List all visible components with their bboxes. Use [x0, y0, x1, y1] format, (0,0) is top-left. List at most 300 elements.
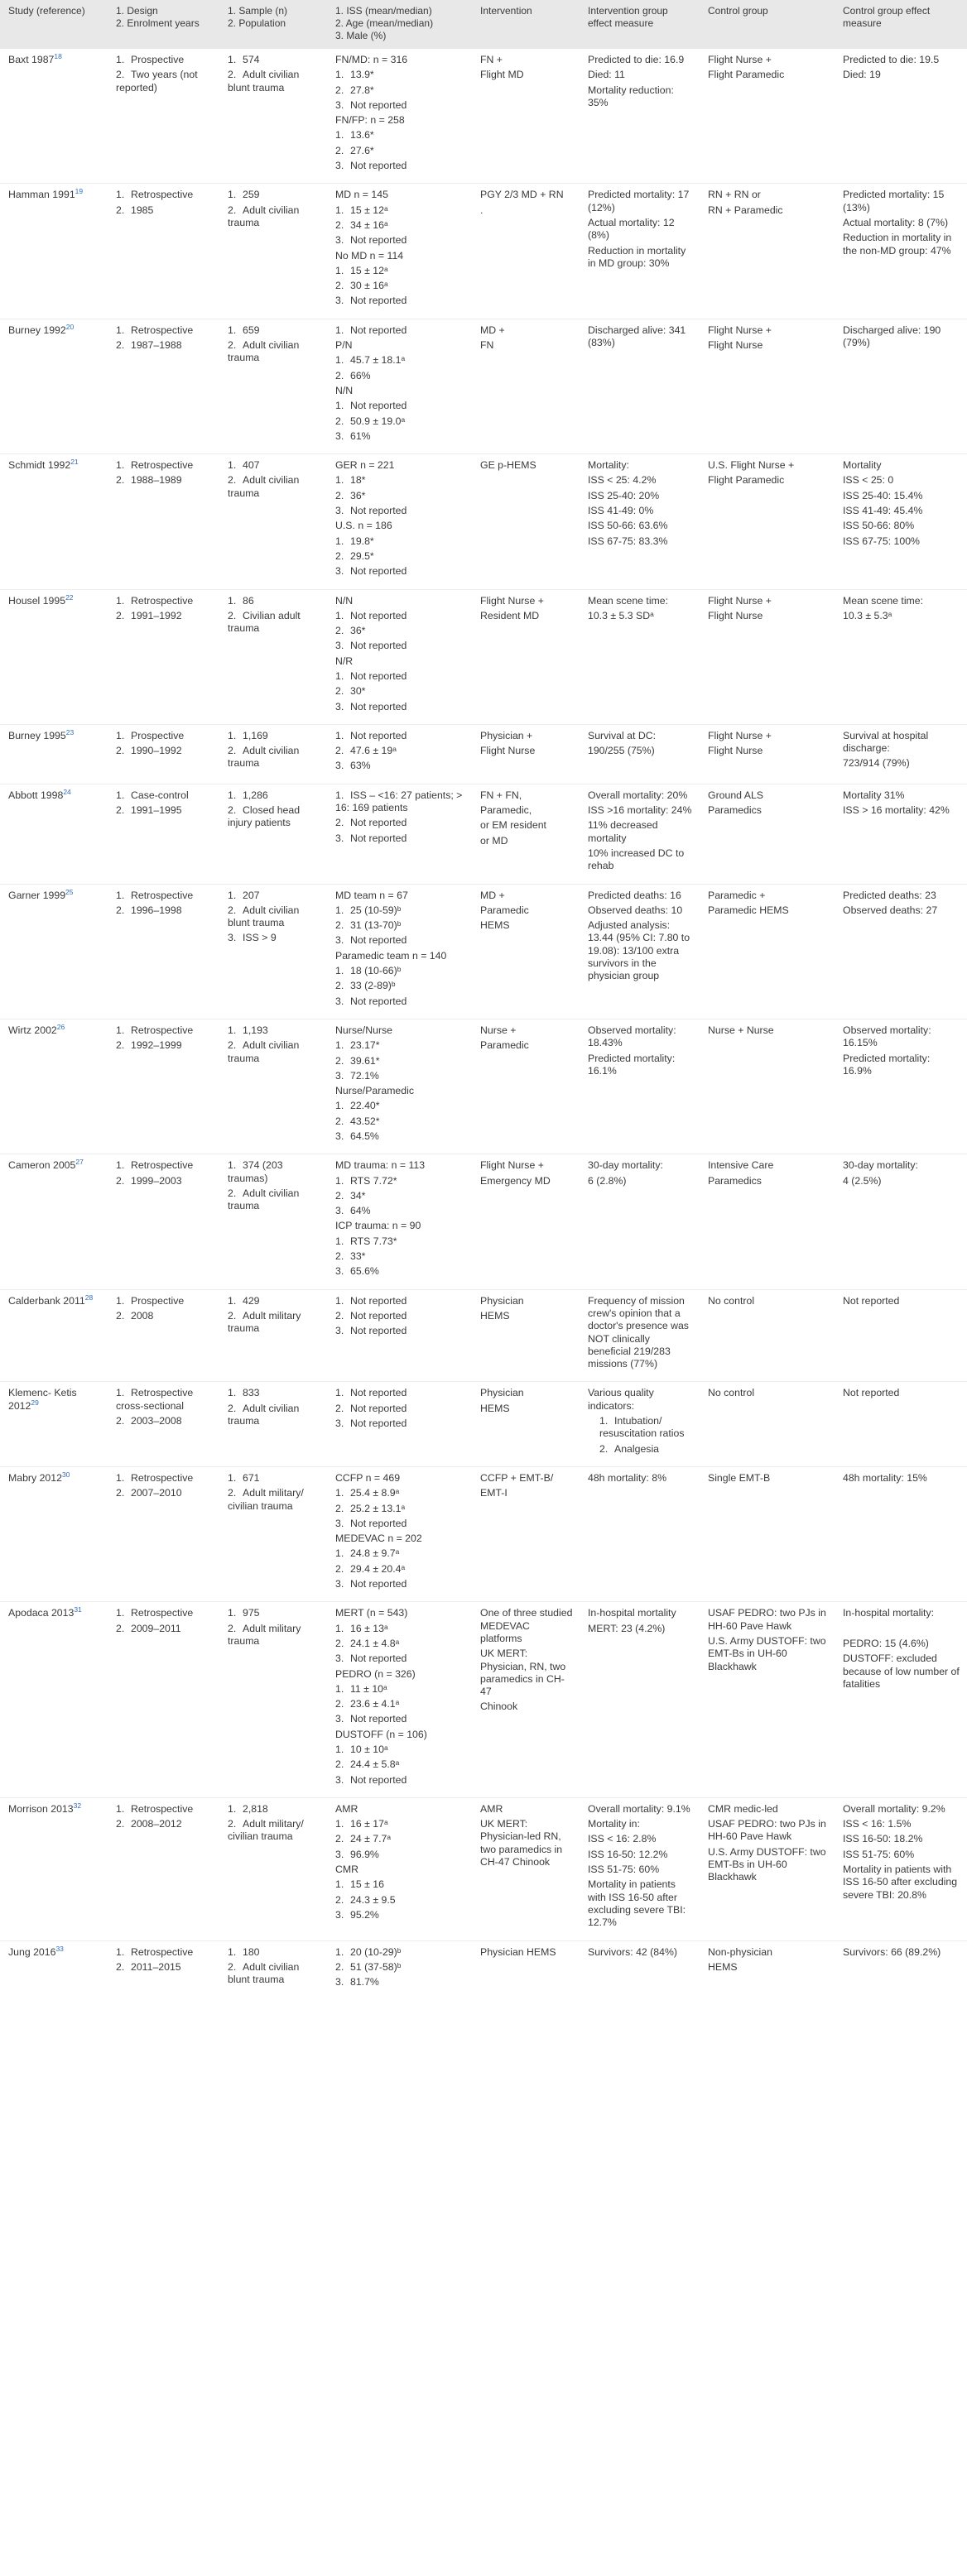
item-text: Adult civilian trauma [228, 1187, 300, 1212]
effect-cell [580, 1154, 700, 1289]
text-line: AMR [480, 1802, 503, 1815]
list-item [116, 1487, 213, 1499]
list-item [228, 932, 320, 944]
item-text: Adult civilian trauma [228, 339, 300, 364]
control-effect-text [843, 324, 960, 350]
iss-list [335, 730, 465, 773]
list-item [228, 189, 320, 201]
item-number: 3. [335, 1517, 344, 1529]
reference-link[interactable]: 18 [54, 51, 62, 60]
list-item [335, 370, 465, 382]
item-text: 15 ± 16 [350, 1878, 384, 1891]
list-item [228, 204, 320, 230]
item-number: 2. [335, 1502, 344, 1514]
item-number: 2. [228, 745, 237, 757]
study-cell [0, 319, 108, 453]
list-item [335, 1833, 465, 1845]
text-line: 48h mortality: 15% [843, 1471, 927, 1484]
list-item [335, 1518, 465, 1530]
study-name: Klemenc- Ketis 2012 [8, 1387, 77, 1412]
intervention-text [480, 1946, 573, 1959]
study-name: Housel 1995 [8, 594, 66, 607]
reference-link[interactable]: 27 [75, 1158, 84, 1167]
list-item [116, 1415, 213, 1427]
study-cell [0, 49, 108, 184]
reference-link[interactable]: 23 [65, 727, 75, 736]
item-text: Not reported [350, 700, 407, 712]
effect-cell [580, 589, 700, 724]
list-item [116, 1607, 213, 1619]
item-number: 1. [228, 459, 237, 472]
design-cell [108, 1940, 219, 1999]
design-cell [108, 1154, 219, 1289]
group-label: ICP trauma: n = 90 [335, 1220, 421, 1232]
iss-group [335, 890, 465, 947]
design-list [116, 730, 213, 758]
text-line: RN + RN or [708, 189, 761, 201]
text-line: ISS 41-49: 0% [588, 505, 654, 517]
reference-link[interactable]: 29 [31, 1398, 39, 1407]
item-number: 3. [335, 1848, 344, 1860]
column-header: Study (reference) [0, 0, 108, 49]
item-number: 1. [335, 1743, 344, 1755]
item-number: 2. [335, 1402, 344, 1414]
item-number: 2. [116, 339, 125, 352]
item-number: 2. [228, 1039, 237, 1052]
design-list [116, 890, 213, 918]
study-cell [0, 1797, 108, 1940]
item-text: 36* [350, 489, 366, 501]
control-text [708, 324, 828, 353]
item-text: 11 ± 10ᵃ [350, 1682, 387, 1695]
item-text: Not reported [350, 832, 407, 844]
sample-cell [219, 1466, 327, 1601]
item-number: 1. [228, 54, 237, 65]
text-line: 723/914 (79%) [843, 757, 910, 770]
item-number: 3. [335, 1976, 344, 1988]
item-text: Adult civilian trauma [228, 1402, 300, 1427]
item-number: 1. [335, 264, 344, 276]
item-text: Adult civilian blunt trauma [228, 1960, 300, 1986]
item-text: 15 ± 12ᵃ [350, 264, 388, 276]
header-line: 2. Age (mean/median) [335, 17, 434, 29]
iss-list [335, 1818, 465, 1861]
item-number: 2. [228, 1818, 237, 1830]
header-line: 2. Population [228, 17, 286, 29]
sample-list [228, 1159, 320, 1212]
reference-link[interactable]: 22 [65, 592, 74, 602]
intervention-cell [472, 884, 580, 1019]
item-text: 27.8* [350, 84, 374, 96]
list-item [335, 535, 465, 548]
text-line: Flight Nurse + [708, 594, 772, 607]
list-item [335, 490, 465, 502]
reference-link[interactable]: 21 [70, 458, 79, 467]
item-text: Adult civilian blunt trauma [228, 904, 300, 929]
item-number: 2. [335, 1309, 344, 1322]
study-cell [0, 1466, 108, 1601]
design-list [116, 1159, 213, 1187]
item-text: Not reported [350, 934, 407, 947]
sample-cell [219, 884, 327, 1019]
reference-link[interactable]: 26 [56, 1022, 65, 1031]
list-item [335, 204, 465, 217]
effect-text [588, 890, 693, 983]
design-list [116, 1295, 213, 1323]
group-label: MD trauma: n = 113 [335, 1159, 426, 1172]
text-line: Overall mortality: 9.2% [843, 1802, 945, 1815]
text-line: Flight Nurse [708, 339, 763, 352]
iss-list [335, 1683, 465, 1726]
item-text: 30* [350, 685, 366, 698]
text-line: Predicted mortality: 17 (12%) [588, 189, 690, 213]
control-effect-text [843, 1946, 960, 1959]
control-cell [700, 1602, 835, 1798]
item-number: 2. [335, 625, 344, 637]
control-cell [700, 184, 835, 319]
iss-list [335, 474, 465, 517]
iss-group [335, 459, 465, 517]
design-list [116, 459, 213, 487]
item-text: 574 [243, 54, 260, 65]
item-text: 1999–2003 [131, 1174, 182, 1187]
list-item [335, 745, 465, 757]
item-text: 63% [350, 760, 371, 772]
item-number: 3. [335, 1908, 344, 1921]
list-item [335, 817, 465, 829]
item-number: 1. [228, 1294, 237, 1307]
item-text: Adult civilian trauma [228, 204, 300, 228]
text-line: CCFP + EMT-B/ [480, 1471, 554, 1484]
item-number: 1. [335, 1622, 344, 1634]
item-number: 1. [335, 1547, 344, 1560]
item-number: 1. [228, 729, 237, 741]
item-number: 2. [335, 919, 344, 932]
item-text: 25 (10-59)ᵇ [350, 904, 402, 916]
reference-link[interactable]: 19 [75, 187, 84, 196]
list-item [335, 280, 465, 292]
text-line: Survivors: 42 (84%) [588, 1945, 677, 1958]
design-list [116, 1803, 213, 1831]
item-number: 3. [335, 1130, 344, 1142]
intervention-cell [472, 1797, 580, 1940]
list-item [335, 400, 465, 412]
reference-link[interactable]: 24 [63, 787, 71, 796]
reference-link[interactable]: 20 [65, 322, 75, 331]
item-text: Prospective [131, 729, 185, 741]
study-name: Jung 2016 [8, 1945, 56, 1958]
item-number: 2. [335, 1698, 344, 1710]
item-text: 16 ± 13ᵃ [350, 1622, 388, 1634]
effect-text [588, 189, 693, 270]
iss-group [335, 1864, 465, 1921]
design-cell [108, 589, 219, 724]
text-line: Overall mortality: 9.1% [588, 1802, 690, 1815]
study-cell [0, 184, 108, 319]
list-item [335, 234, 465, 247]
effect-text [588, 324, 693, 350]
item-text: RTS 7.72* [350, 1174, 397, 1187]
reference-link[interactable]: 25 [65, 887, 74, 896]
item-text: 65.6% [350, 1265, 379, 1278]
list-item [335, 474, 465, 487]
column-header [108, 0, 219, 49]
text-line: Discharged alive: 341 (83%) [588, 324, 686, 349]
sample-list [228, 189, 320, 229]
item-text: RTS 7.73* [350, 1235, 397, 1247]
sample-list [228, 1607, 320, 1648]
sample-cell [219, 784, 327, 884]
group-label: DUSTOFF (n = 106) [335, 1728, 427, 1740]
study-cell [0, 1602, 108, 1798]
item-text: Not reported [350, 1578, 407, 1590]
text-line: Survival at hospital discharge: [843, 729, 929, 755]
text-line: 10.3 ± 5.3 SDᵃ [588, 609, 654, 621]
item-number: 2. [116, 1174, 125, 1187]
list-item [228, 789, 320, 802]
reference-link[interactable]: 33 [55, 1944, 64, 1953]
item-number: 1. [116, 1607, 125, 1619]
item-text: 2008–2012 [131, 1818, 182, 1830]
item-text: 374 (203 traumas) [228, 1159, 283, 1184]
item-number: 2. [228, 474, 237, 487]
sample-list [228, 1387, 320, 1427]
text-line: 48h mortality: 8% [588, 1471, 667, 1484]
list-item [116, 595, 213, 607]
sample-list [228, 459, 320, 500]
item-number: 1. [335, 669, 344, 682]
control-cell [700, 1797, 835, 1940]
list-item [116, 745, 213, 757]
text-line: Paramedics [708, 1174, 762, 1187]
item-number: 3. [335, 234, 344, 247]
control-effect-cell [835, 454, 967, 589]
list-item [335, 415, 465, 428]
group-label: CMR [335, 1864, 359, 1876]
list-item [228, 324, 320, 337]
intervention-text [480, 1295, 573, 1323]
reference-link[interactable]: 32 [73, 1801, 82, 1810]
text-line: U.S. Army DUSTOFF: two EMT-Bs in UH-60 Blackhawk [708, 1845, 826, 1883]
item-text: 10 ± 10ᵃ [350, 1743, 388, 1755]
list-item [116, 1803, 213, 1816]
design-cell [108, 1382, 219, 1466]
sample-list [228, 324, 320, 365]
item-text: Not reported [350, 1387, 407, 1399]
item-text: Retrospective [131, 459, 194, 472]
item-number: 1. [335, 1387, 344, 1399]
item-number: 2. [116, 1415, 125, 1427]
iss-group [335, 1607, 465, 1665]
item-number: 2. [116, 1309, 125, 1322]
sample-list [228, 1803, 320, 1844]
control-cell [700, 784, 835, 884]
table-row [0, 724, 967, 784]
control-effect-text [843, 1803, 960, 1902]
iss-list [335, 535, 465, 578]
list-item [335, 1578, 465, 1590]
sample-cell [219, 1154, 327, 1289]
list-item [335, 1265, 465, 1278]
iss-list [335, 354, 465, 382]
list-item [116, 204, 213, 217]
iss-cell [327, 1940, 472, 1999]
item-number: 1. [228, 1159, 237, 1172]
list-item [599, 1415, 693, 1441]
item-text: ISS – <16: 27 patients; > 16: 169 patients [335, 789, 463, 814]
text-line: Flight Nurse + [480, 1159, 544, 1172]
item-text: 429 [243, 1294, 260, 1307]
group-label: FN/FP: n = 258 [335, 114, 405, 127]
intervention-text [480, 1607, 573, 1713]
control-effect-text [843, 459, 960, 548]
text-line: Single EMT-B [708, 1471, 771, 1484]
text-line: UK MERT: Physician-led RN, two paramedics in CH-47 Chinook [480, 1818, 563, 1868]
item-number: 1. [116, 729, 125, 741]
text-line: FN + FN, [480, 789, 522, 801]
intervention-cell [472, 1602, 580, 1798]
item-text: Civilian adult trauma [228, 609, 301, 635]
item-number: 3. [335, 832, 344, 844]
text-line: Chinook [480, 1701, 518, 1713]
list-item [228, 610, 320, 636]
effect-cell [580, 1602, 700, 1798]
control-text [708, 890, 828, 918]
list-item [116, 1175, 213, 1187]
list-item [335, 789, 465, 815]
list-item [116, 1623, 213, 1635]
item-text: Adult civilian trauma [228, 745, 300, 770]
item-text: Not reported [350, 1402, 407, 1414]
control-effect-text [843, 789, 960, 818]
text-line: Flight Nurse + [480, 594, 544, 607]
iss-group [335, 655, 465, 713]
text-line: Predicted mortality: 15 (13%) [843, 189, 945, 213]
iss-list [335, 324, 465, 337]
item-text: 833 [243, 1387, 260, 1399]
reference-link[interactable]: 31 [74, 1605, 82, 1614]
item-number: 2. [335, 1115, 344, 1127]
item-number: 2. [335, 489, 344, 501]
list-item [228, 1818, 320, 1844]
item-text: 24.8 ± 9.7ᵃ [350, 1547, 400, 1560]
item-text: Not reported [350, 1713, 407, 1725]
list-item [335, 160, 465, 172]
sample-cell [219, 1289, 327, 1382]
item-text: Retrospective cross-sectional [116, 1387, 194, 1412]
list-item [335, 1250, 465, 1263]
item-text: Not reported [350, 995, 407, 1007]
reference-link[interactable]: 28 [84, 1293, 94, 1302]
text-line: ISS 25-40: 20% [588, 489, 660, 501]
sample-list [228, 890, 320, 945]
item-text: Retrospective [131, 324, 194, 336]
item-text: Intubation/ resuscitation ratios [599, 1415, 685, 1440]
list-item [335, 1039, 465, 1052]
intervention-cell [472, 1466, 580, 1601]
sample-cell [219, 1940, 327, 1999]
iss-cell [327, 1382, 472, 1466]
sample-cell [219, 319, 327, 453]
iss-group [335, 1946, 465, 1989]
study-name: Garner 1999 [8, 889, 66, 901]
item-number: 2. [116, 904, 125, 916]
item-text: Case-control [131, 789, 189, 801]
item-text: Not reported [350, 729, 407, 741]
item-number: 1. [335, 324, 344, 336]
effect-cell [580, 184, 700, 319]
text-line: Physician [480, 1387, 524, 1399]
list-item [116, 474, 213, 487]
item-number: 3. [335, 640, 344, 652]
item-number: 1. [116, 324, 125, 336]
group-label: Nurse/Nurse [335, 1024, 393, 1036]
reference-link[interactable]: 30 [61, 1470, 70, 1479]
text-line: Nurse + Nurse [708, 1024, 774, 1036]
indicator-list [588, 1415, 693, 1456]
item-text: Retrospective [131, 1607, 194, 1619]
control-text [708, 1024, 828, 1037]
group-label: MD n = 145 [335, 189, 388, 201]
item-text: Two years (not reported) [116, 69, 198, 94]
text-line: USAF PEDRO: two PJs in HH-60 Pave Hawk [708, 1607, 826, 1632]
list-item [335, 145, 465, 157]
control-text [708, 1387, 828, 1399]
item-text: 66% [350, 369, 371, 381]
control-cell [700, 49, 835, 184]
item-number: 3. [335, 1418, 344, 1430]
effect-cell [580, 784, 700, 884]
item-number: 3. [335, 160, 344, 172]
text-line: Flight MD [480, 69, 524, 81]
control-effect-text [843, 1472, 960, 1485]
item-text: Adult military trauma [228, 1309, 301, 1335]
header-line: 1. Design [116, 5, 158, 17]
item-number: 1. [228, 1471, 237, 1484]
text-line: FN [480, 339, 494, 352]
column-header: Intervention group effect measure [580, 0, 700, 49]
list-item [335, 980, 465, 992]
text-line: 10.3 ± 5.3ᵃ [843, 609, 892, 621]
list-item [335, 1310, 465, 1322]
list-item [335, 934, 465, 947]
design-list [116, 595, 213, 623]
table-row [0, 319, 967, 453]
item-text: Retrospective [131, 189, 194, 201]
list-item [335, 1175, 465, 1187]
item-number: 3. [335, 700, 344, 712]
item-text: Not reported [350, 234, 407, 247]
iss-list [335, 1039, 465, 1082]
text-line: PGY 2/3 MD + RN [480, 189, 564, 201]
design-list [116, 324, 213, 353]
iss-list [335, 400, 465, 443]
text-line: . [480, 204, 484, 216]
item-number: 2. [335, 817, 344, 829]
item-number: 1. [335, 1294, 344, 1307]
effect-text [588, 1803, 693, 1930]
sample-cell [219, 1382, 327, 1466]
item-number: 1. [116, 1471, 125, 1484]
control-effect-cell [835, 1154, 967, 1289]
list-item [335, 1070, 465, 1082]
effect-text [588, 789, 693, 873]
design-list [116, 1387, 213, 1427]
control-cell [700, 589, 835, 724]
list-item [116, 459, 213, 472]
text-line: PEDRO: 15 (4.6%) [843, 1637, 929, 1649]
item-number: 1. [228, 1945, 237, 1958]
